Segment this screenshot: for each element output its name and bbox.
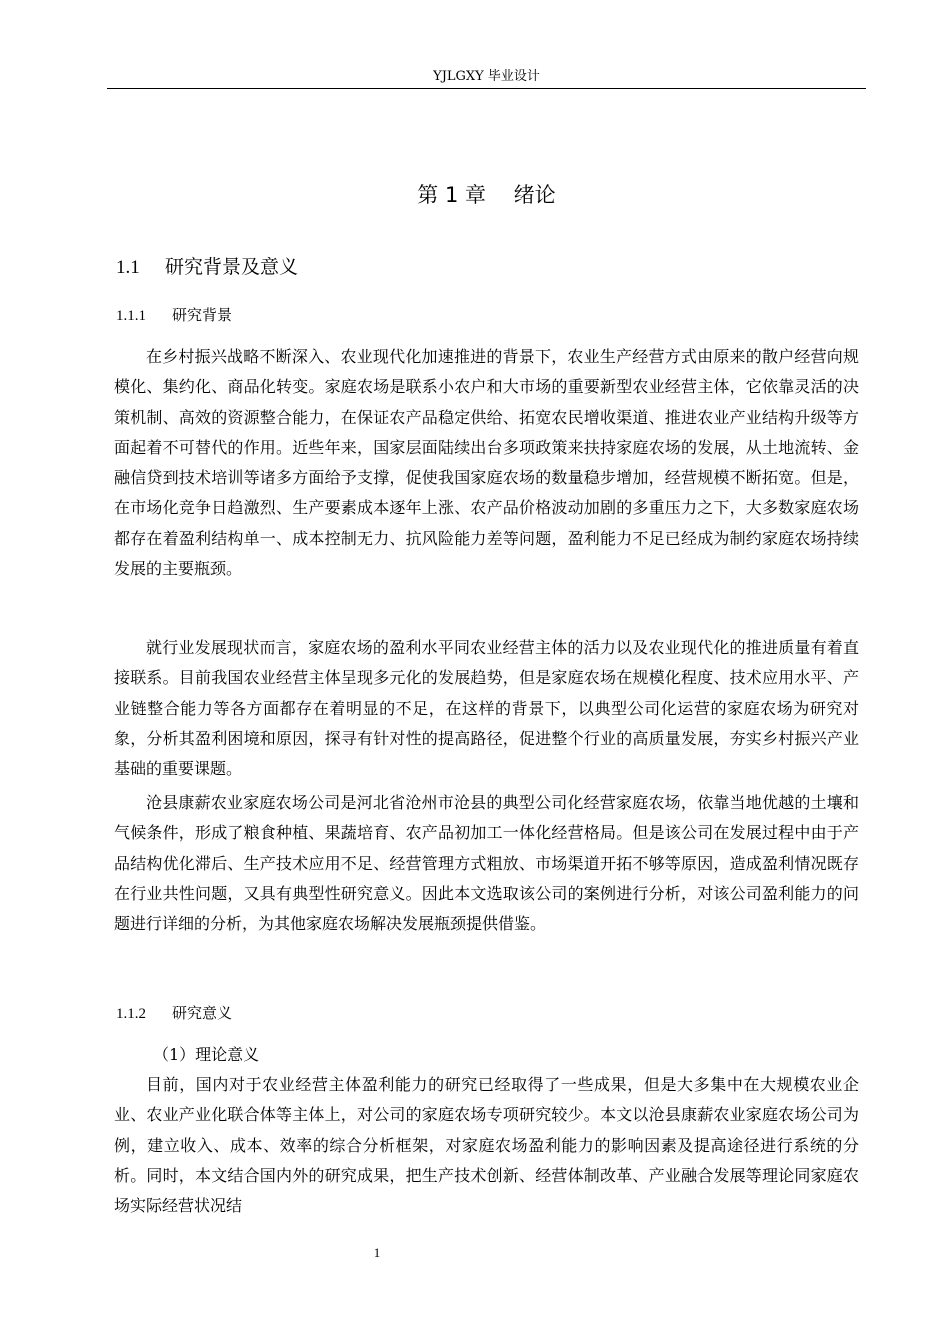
- section-heading: [116, 254, 298, 281]
- paragraph: 目前，国内对于农业经营主体盈利能力的研究已经取得了一些成果，但是大多集中在大规模农业企业、农业产业化联合体等主体上，对公司的家庭农场专项研究较少。本文以沧县康薪农业家庭农场公司为例，建立收入、成本、效率的综合分析框架，对家庭农场盈利能力的影响因素及提高途径进行系统的分析。同时，本文结合国内外的研究成果，把生产技术创新、经营体制改革、产业融合发展等理论同家庭农场实际经营状况结: [114, 1075, 859, 1216]
- subsection-number: 1.1.2: [116, 1006, 146, 1022]
- section-title: 研究背景及意义: [165, 256, 299, 278]
- header-rule: [107, 88, 866, 89]
- page-header: YJLGXY 毕业设计: [433, 69, 540, 84]
- page-number: 1: [373, 1245, 381, 1260]
- subsection-heading: [116, 1002, 232, 1025]
- subsection-title: 研究背景: [172, 306, 233, 324]
- subsection-number: 1.1.1: [116, 308, 146, 324]
- list-item-heading: （1）理论意义: [153, 1045, 260, 1064]
- chapter-title: 第 1 章 绪论: [417, 183, 556, 207]
- paragraph: 在乡村振兴战略不断深入、农业现代化加速推进的背景下，农业生产经营方式由原来的散户经营向规模化、集约化、商品化转变。家庭农场是联系小农户和大市场的重要新型农业经营主体，它依靠灵活的决策机制、高效的资源整合能力，在保证农产品稳定供给、拓宽农民增收渠道、推进农业产业结构升级等方面起着不可替代的作用。近些年来，国家层面陆续出台多项政策来扶持家庭农场的发展，从土地流转、金融信贷到技术培训等诸多方面给予支撑，促使我国家庭农场的数量稳步增加，经营规模不断拓宽。但是，在市场化竞争日趋激烈、生产要素成本逐年上涨、农产品价格波动加剧的多重压力之下，大多数家庭农场都存在着盈利结构单一、成本控制无力、抗风险能力差等问题，盈利能力不足已经成为制约家庭农场持续发展的主要瓶颈。: [114, 347, 859, 579]
- paragraph: 就行业发展现状而言，家庭农场的盈利水平同农业经营主体的活力以及农业现代化的推进质量有着直接联系。目前我国农业经营主体呈现多元化的发展趋势，但是家庭农场在规模化程度、技术应用水平、产业链整合能力等各方面都存在着明显的不足，在这样的背景下，以典型公司化运营的家庭农场为研究对象，分析其盈利困境和原因，探寻有针对性的提高路径，促进整个行业的高质量发展，夯实乡村振兴产业基础的重要课题。: [114, 638, 859, 779]
- paragraph: 沧县康薪农业家庭农场公司是河北省沧州市沧县的典型公司化经营家庭农场，依靠当地优越的土壤和气候条件，形成了粮食种植、果蔬培育、农产品初加工一体化经营格局。但是该公司在发展过程中由于产品结构优化滞后、生产技术应用不足、经营管理方式粗放、市场渠道开拓不够等原因，造成盈利情况既存在行业共性问题，又具有典型性研究意义。因此本文选取该公司的案例进行分析，对该公司盈利能力的问题进行详细的分析，为其他家庭农场解决发展瓶颈提供借鉴。: [114, 793, 859, 934]
- section-number: 1.1: [116, 257, 140, 278]
- subsection-heading: [116, 304, 232, 327]
- subsection-title: 研究意义: [172, 1004, 233, 1022]
